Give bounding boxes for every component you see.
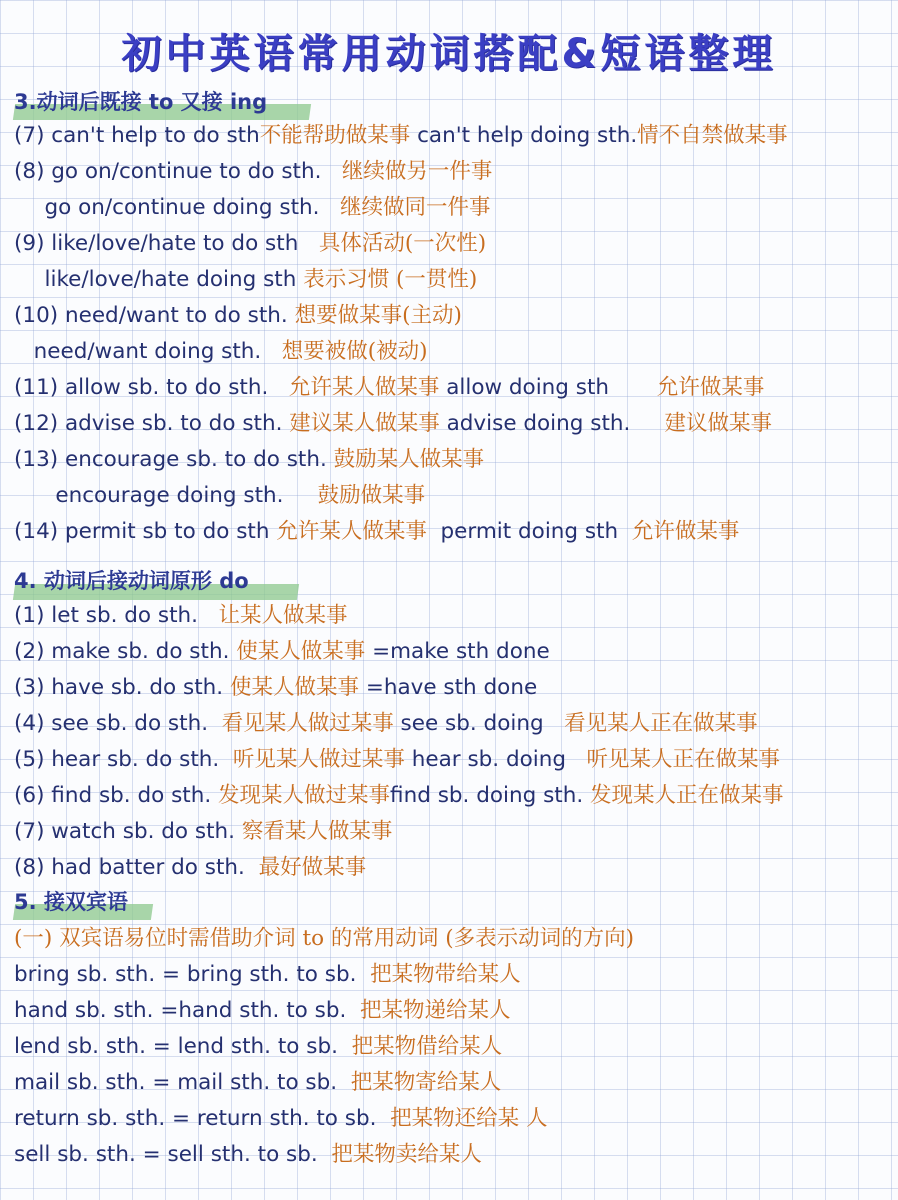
list-item: (10) need/want to do sth. 想要做某事(主动) (14, 303, 462, 328)
list-item: need/want doing sth. 想要被做(被动) (20, 339, 428, 364)
section-heading: 5. 接双宾语 (14, 890, 128, 914)
list-item: mail sb. sth. = mail sth. to sb. 把某物寄给某人 (14, 1070, 502, 1095)
list-item: (12) advise sb. to do sth. 建议某人做某事 advise doing sth. 建议做某事 (14, 411, 773, 436)
list-item: (3) have sb. do sth. 使某人做某事 =have sth done (14, 675, 538, 700)
section-heading: 4. 动词后接动词原形 do (14, 569, 249, 593)
list-item: (7) can't help to do sth不能帮助做某事 can't help doing sth.情不自禁做某事 (14, 123, 788, 148)
list-item: (14) permit sb to do sth 允许某人做某事 permit doing sth 允许做某事 (14, 519, 740, 544)
page-title: 初中英语常用动词搭配&短语整理 (121, 31, 777, 77)
list-item: sell sb. sth. = sell sth. to sb. 把某物卖给某人 (14, 1142, 482, 1167)
list-item: like/love/hate doing sth 表示习惯 (一贯性) (24, 267, 478, 292)
list-item: encourage doing sth. 鼓励做某事 (28, 483, 426, 508)
list-item: (11) allow sb. to do sth. 允许某人做某事 allow doing sth 允许做某事 (14, 375, 765, 400)
list-item: go on/continue doing sth. 继续做同一件事 (24, 195, 491, 220)
list-item: (5) hear sb. do sth. 听见某人做过某事 hear sb. doing 听见某人正在做某事 (14, 747, 781, 772)
list-item: lend sb. sth. = lend sth. to sb. 把某物借给某人 (14, 1034, 503, 1059)
list-item: (13) encourage sb. to do sth. 鼓励某人做某事 (14, 447, 485, 472)
list-item: (4) see sb. do sth. 看见某人做过某事 see sb. doing 看见某人正在做某事 (14, 711, 758, 736)
section-heading: 3.动词后既接 to 又接 ing (14, 90, 268, 114)
list-item: (2) make sb. do sth. 使某人做某事 =make sth done (14, 639, 550, 664)
list-item: return sb. sth. = return sth. to sb. 把某物还给某 人 (14, 1106, 548, 1131)
list-item: (9) like/love/hate to do sth 具体活动(一次性) (14, 231, 487, 256)
list-item: bring sb. sth. = bring sth. to sb. 把某物带给某人 (14, 962, 521, 987)
list-item: (8) go on/continue to do sth. 继续做另一件事 (14, 159, 493, 184)
list-item: hand sb. sth. =hand sth. to sb. 把某物递给某人 (14, 998, 511, 1023)
list-item: (7) watch sb. do sth. 察看某人做某事 (14, 819, 393, 844)
subheading: (一) 双宾语易位时需借助介词 to 的常用动词 (多表示动词的方向) (14, 926, 634, 951)
list-item: (6) find sb. do sth. 发现某人做过某事find sb. doing sth. 发现某人正在做某事 (14, 783, 784, 808)
list-item: (8) had batter do sth. 最好做某事 (14, 855, 367, 880)
list-item: (1) let sb. do sth. 让某人做某事 (14, 603, 348, 628)
